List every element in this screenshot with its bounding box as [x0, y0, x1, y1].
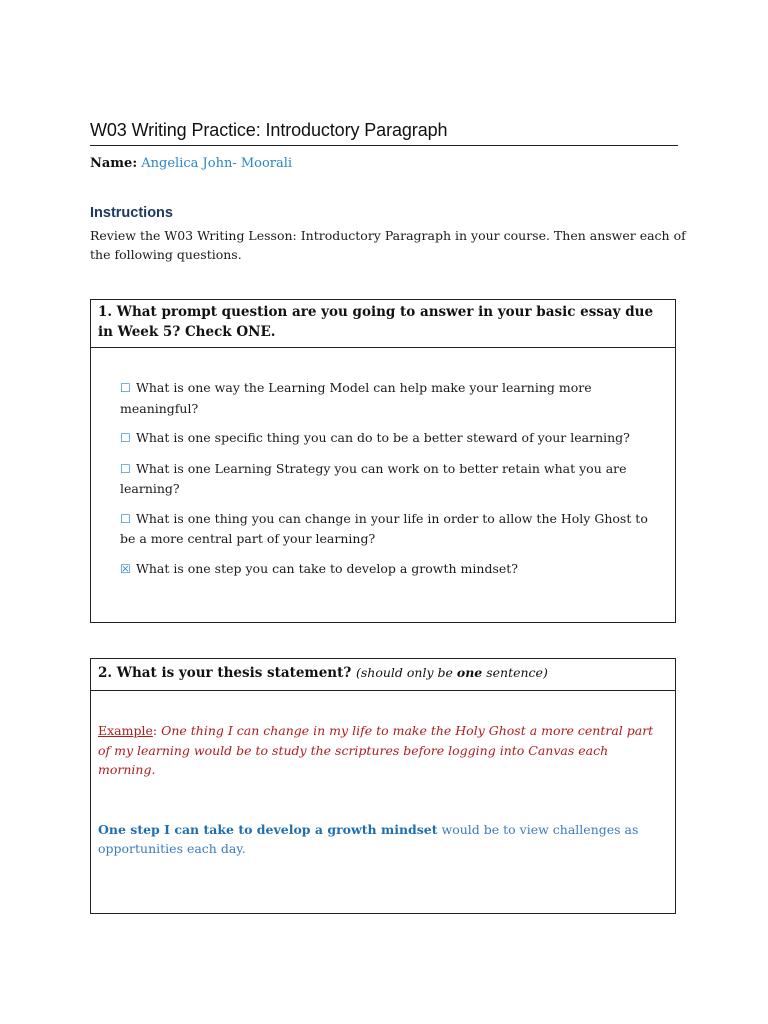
option-learning-model[interactable]	[120, 378, 653, 418]
checkbox-checked-icon[interactable]: ☒	[120, 561, 131, 576]
example-colon: :	[152, 723, 158, 738]
example-label: Example	[98, 723, 153, 738]
hint-close: sentence)	[482, 665, 548, 680]
question-1-options	[91, 348, 675, 579]
question-1-prompt: 1. What prompt question are you going to answer in your basic essay due in Week 5? Check ONE.	[91, 300, 675, 348]
document-title: W03 Writing Practice: Introductory Paragraph	[90, 120, 678, 146]
hint-bold: one	[456, 665, 483, 680]
example-text: One thing I can change in my life to make the Holy Ghost a more central part of my learning would be to study the scriptures before logging into Canvas each morning.	[98, 723, 654, 777]
checkbox-empty-icon[interactable]: ☐	[120, 381, 131, 395]
option-text: What is one way the Learning Model can help make your learning more meaningful?	[120, 380, 592, 416]
hint-open: (should only be	[355, 665, 457, 680]
option-text: What is one thing you can change in your life in order to allow the Holy Ghost to be a more central part of your learning?	[120, 510, 648, 546]
name-value: Angelica John- Moorali	[141, 156, 293, 171]
question-2-header	[91, 659, 675, 691]
option-text: What is one step you can take to develop a growth mindset?	[136, 560, 518, 576]
option-steward[interactable]	[120, 428, 653, 449]
thesis-rest: would be to view challenges as opportunities each day.	[98, 821, 639, 856]
instructions-text: Review the W03 Writing Lesson: Introductory Paragraph in your course. Then answer each of the following questions.	[90, 228, 686, 262]
question-2-answer-area[interactable]	[91, 691, 675, 859]
option-growth-mindset[interactable]	[120, 559, 653, 580]
option-text: What is one Learning Strategy you can work on to better retain what you are learning?	[120, 460, 627, 496]
question-2-box	[90, 658, 676, 914]
checkbox-empty-icon[interactable]: ☐	[120, 511, 131, 526]
option-learning-strategy[interactable]	[120, 459, 653, 499]
name-label: Name:	[90, 156, 138, 171]
thesis-strong: One step I can take to develop a growth mindset	[98, 821, 438, 837]
thesis-answer	[98, 820, 667, 859]
checkbox-empty-icon[interactable]: ☐	[120, 431, 131, 445]
question-1-box	[90, 299, 676, 623]
option-text: What is one specific thing you can do to be a better steward of your learning?	[136, 430, 630, 445]
example-paragraph	[98, 721, 667, 780]
name-line	[90, 156, 292, 171]
checkbox-empty-icon[interactable]: ☐	[120, 461, 131, 476]
question-2-hint	[356, 665, 548, 680]
instructions-heading: Instructions	[90, 205, 173, 221]
question-2-prompt: 2. What is your thesis statement?	[98, 665, 352, 681]
option-holy-ghost[interactable]	[120, 509, 653, 549]
